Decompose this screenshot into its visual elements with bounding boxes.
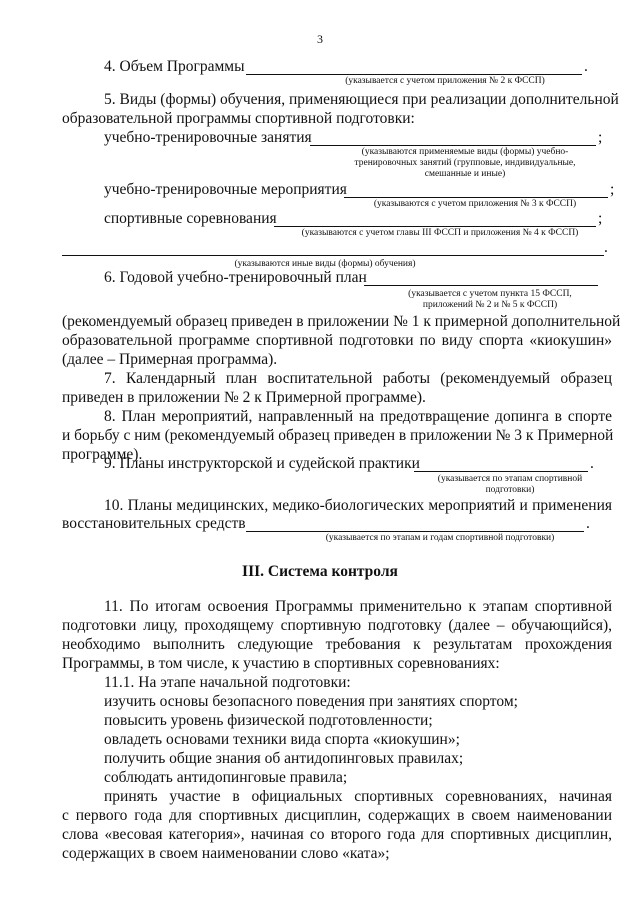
req-item-6-line-4: содержащих в своем наименовании слово «ката»;: [62, 845, 390, 862]
training-events-end: ;: [610, 181, 615, 198]
item-5-line-1: 5. Виды (формы) обучения, применяющиеся при реализации дополнительной: [104, 91, 619, 108]
req-item-6-line-1: принять участие в официальных спортивных соревнованиях, начиная: [104, 788, 612, 805]
training-events-label: учебно-тренировочные мероприятия: [104, 181, 347, 198]
item-10-caption: (указывается по этапам и годам спортивной подготовки): [325, 533, 555, 543]
para-11-line-4: Программы, в том числе, к участию в спортивных соревнованиях:: [62, 655, 500, 672]
item-7-line-2: приведен в приложении № 2 к Примерной программе).: [62, 389, 426, 406]
item-9-blank: [414, 471, 588, 472]
item-4-end: .: [584, 58, 588, 75]
req-item-6-line-3: слова «весовая категория», начиная со второго года для спортивных дисциплин,: [62, 826, 612, 843]
item-6-line-4: (далее – Примерная программа).: [62, 351, 278, 368]
item-4-blank: [246, 74, 582, 75]
req-item-3: овладеть основами техники вида спорта «киокушин»;: [104, 731, 460, 748]
req-item-6-line-2: с первого года для спортивных дисциплин, содержащих в своем наименовании: [62, 807, 612, 824]
training-sessions-caption-3: смешанные и иные): [424, 169, 506, 179]
competitions-blank: [274, 226, 596, 227]
item-9-caption-2: подготовки): [485, 485, 535, 495]
item-9-label: 9. Планы инструкторской и судейской практики: [104, 455, 420, 472]
para-11-1-title: 11.1. На этапе начальной подготовки:: [104, 674, 351, 691]
other-forms-end: .: [604, 239, 608, 256]
para-11-line-3: необходимо выполнить следующие требования к результатам прохождения: [62, 636, 612, 653]
item-8-line-3: программе).: [62, 446, 143, 463]
training-sessions-blank: [310, 145, 596, 146]
training-events-caption: (указываются с учетом приложения № 3 к ФССП): [373, 199, 577, 209]
item-9-caption-1: (указывается по этапам спортивной: [437, 474, 583, 484]
item-8-line-1: 8. План мероприятий, направленный на предотвращение допинга в спорте: [104, 408, 612, 425]
item-6-label: 6. Годовой учебно-тренировочный план: [104, 269, 367, 286]
item-4-caption: (указывается с учетом приложения № 2 к ФССП): [345, 76, 545, 86]
competitions-end: ;: [598, 210, 603, 227]
item-8-line-2: и борьбу с ним (рекомендуемый образец приведен в приложении № 3 к Примерной: [62, 427, 614, 444]
req-item-2: повысить уровень физической подготовленности;: [104, 712, 433, 729]
training-events-blank: [344, 197, 608, 198]
training-sessions-end: ;: [598, 129, 603, 146]
item-6-blank: [364, 285, 598, 286]
training-sessions-caption-1: (указываются применяемые виды (формы) учебно-: [361, 147, 569, 157]
training-sessions-caption-2: тренировочных занятий (групповые, индивидуальные,: [354, 158, 576, 168]
item-10-blank: [246, 531, 584, 532]
req-item-1: изучить основы безопасного поведения при занятиях спортом;: [104, 693, 518, 710]
item-5-line-2: образовательной программы спортивной подготовки:: [62, 110, 415, 127]
item-6-caption-1: (указывается с учетом пункта 15 ФССП,: [408, 289, 572, 299]
other-forms-blank: [62, 255, 604, 256]
para-11-line-2: подготовки лицу, проходящему спортивную подготовку (далее – обучающийся),: [62, 617, 612, 634]
competitions-caption: (указываются с учетом главы III ФССП и приложения № 4 к ФССП): [301, 228, 579, 238]
item-10-end: .: [586, 515, 590, 532]
item-9-end: .: [590, 455, 594, 472]
other-forms-caption: (указываются иные виды (формы) обучения): [234, 259, 416, 269]
item-7-line-1: 7. Календарный план воспитательной работы (рекомендуемый образец: [104, 370, 612, 387]
item-6-line-3: образовательной программе спортивной подготовки по виду спорта «киокушин»: [62, 332, 612, 349]
item-4-label: 4. Объем Программы: [104, 58, 245, 75]
page-number: 3: [317, 32, 323, 46]
item-10-label: восстановительных средств: [62, 515, 246, 532]
item-10-line-1: 10. Планы медицинских, медико-биологических мероприятий и применения: [104, 497, 612, 514]
section-heading: III. Система контроля: [242, 563, 398, 580]
req-item-4: получить общие знания об антидопинговых правилах;: [104, 750, 464, 767]
item-6-line-2: (рекомендуемый образец приведен в приложении № 1 к примерной дополнительной: [62, 313, 621, 330]
para-11-line-1: 11. По итогам освоения Программы применительно к этапам спортивной: [104, 598, 612, 615]
competitions-label: спортивные соревнования: [104, 210, 277, 227]
training-sessions-label: учебно-тренировочные занятия: [104, 129, 312, 146]
item-6-caption-2: приложений № 2 и № 5 к ФССП): [422, 300, 558, 310]
req-item-5: соблюдать антидопинговые правила;: [104, 769, 348, 786]
